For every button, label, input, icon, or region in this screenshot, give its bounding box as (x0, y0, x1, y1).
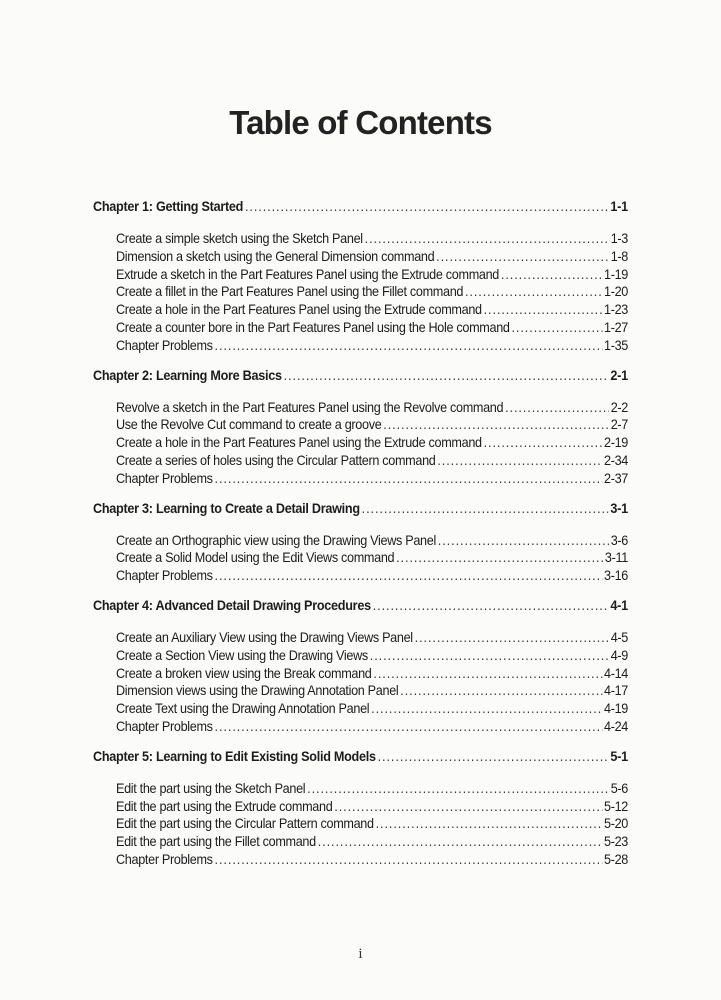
entry-page: 1-35 (604, 337, 629, 353)
toc-entry (116, 452, 628, 470)
dot-leader (383, 416, 609, 434)
entry-text: Dimension a sketch using the General Dimension command (116, 248, 435, 264)
dot-leader (484, 434, 603, 452)
entry-page: 4-17 (604, 683, 629, 699)
entry-text: Create Text using the Drawing Annotation Panel (116, 701, 370, 717)
entry-text: Edit the part using the Extrude command (116, 798, 333, 814)
entry-text: Chapter Problems (116, 718, 213, 734)
chapter-title: Chapter 3: Learning to Create a Detail Drawing (93, 500, 360, 516)
toc-entry (116, 798, 628, 816)
entry-text: Chapter Problems (116, 851, 213, 867)
toc-entry (116, 470, 628, 488)
entry-text: Create a counter bore in the Part Features Panel using the Hole command (116, 319, 510, 335)
entry-page: 4-5 (610, 629, 629, 645)
dot-leader (365, 230, 609, 248)
dot-leader (215, 567, 603, 585)
chapter-page: 2-1 (610, 367, 628, 383)
toc-entry (116, 647, 628, 665)
dot-leader (415, 629, 609, 647)
toc-entry (116, 567, 628, 585)
chapter-title: Chapter 4: Advanced Detail Drawing Procedures (93, 597, 371, 613)
entry-text: Create a hole in the Part Features Panel using the Extrude command (116, 302, 482, 318)
toc-entry (116, 549, 628, 567)
entry-page: 2-2 (610, 399, 629, 415)
entry-text: Create a Solid Model using the Edit Views command (116, 550, 395, 566)
toc-entry (116, 682, 628, 700)
dot-leader (511, 319, 602, 337)
toc-entry (116, 532, 628, 550)
dot-leader (400, 682, 602, 700)
entry-page: 2-19 (604, 435, 629, 451)
entry-page: 4-14 (604, 665, 629, 681)
entry-page: 5-28 (604, 851, 629, 867)
toc-entry (116, 266, 628, 284)
toc-entry (116, 319, 628, 337)
table-of-contents (93, 195, 628, 880)
toc-entry (116, 416, 628, 434)
toc-entry (116, 851, 628, 869)
toc-entry (116, 337, 628, 355)
entry-text: Create a broken view using the Break command (116, 665, 372, 681)
dot-leader (284, 366, 609, 386)
entry-page: 3-11 (604, 550, 629, 566)
dot-leader (334, 798, 602, 816)
dot-leader (370, 647, 609, 665)
toc-entry (116, 283, 628, 301)
chapter-2 (93, 366, 628, 488)
toc-entry (116, 301, 628, 319)
toc-entry (116, 833, 628, 851)
dot-leader (396, 549, 603, 567)
entry-page: 2-37 (604, 470, 629, 486)
dot-leader (505, 399, 609, 417)
entry-page: 3-6 (610, 532, 629, 548)
chapter-title: Chapter 2: Learning More Basics (93, 367, 282, 383)
dot-leader (318, 833, 602, 851)
dot-leader (362, 499, 609, 519)
entry-page: 5-23 (604, 834, 629, 850)
entry-text: Use the Revolve Cut command to create a groove (116, 417, 382, 433)
dot-leader (373, 596, 609, 616)
entry-text: Revolve a sketch in the Part Features Panel using the Revolve command (116, 399, 504, 415)
chapter-heading (93, 747, 628, 767)
chapter-page: 4-1 (610, 597, 628, 613)
page-title: Table of Contents (229, 104, 492, 142)
chapter-title: Chapter 1: Getting Started (93, 199, 244, 214)
entry-page: 4-19 (604, 701, 629, 717)
entry-text: Edit the part using the Fillet command (116, 834, 316, 850)
toc-entry (116, 248, 628, 266)
chapter-5 (93, 747, 628, 869)
chapter-heading (93, 499, 628, 519)
dot-leader (215, 337, 603, 355)
entry-page: 1-20 (604, 284, 629, 300)
dot-leader (437, 452, 602, 470)
dot-leader (484, 301, 603, 319)
dot-leader (376, 815, 603, 833)
toc-entry (116, 434, 628, 452)
chapter-page: 3-1 (610, 500, 628, 516)
dot-leader (215, 470, 603, 488)
entry-text: Create a fillet in the Part Features Panel using the Fillet command (116, 284, 464, 300)
chapter-4 (93, 596, 628, 736)
toc-entry (116, 399, 628, 417)
dot-leader (371, 700, 602, 718)
dot-leader (245, 197, 609, 217)
toc-entry (116, 718, 628, 736)
dot-leader (501, 266, 602, 284)
chapter-heading (93, 596, 628, 616)
entry-page: 2-7 (610, 417, 629, 433)
chapter-heading (93, 366, 628, 386)
dot-leader (307, 780, 609, 798)
chapter-3 (93, 499, 628, 585)
entry-text: Create a simple sketch using the Sketch Panel (116, 231, 363, 246)
toc-entry (116, 629, 628, 647)
toc-entry (116, 700, 628, 718)
entry-text: Create a Section View using the Drawing Views (116, 647, 368, 663)
chapter-page: 5-1 (610, 748, 628, 764)
entry-page: 1-23 (604, 302, 629, 318)
entry-page: 2-34 (604, 452, 629, 468)
entry-text: Create a series of holes using the Circular Pattern command (116, 452, 436, 468)
chapter-heading (93, 197, 628, 217)
dot-leader (436, 248, 609, 266)
entry-text: Chapter Problems (116, 470, 213, 486)
entry-text: Chapter Problems (116, 337, 213, 353)
entry-page: 3-16 (604, 568, 629, 584)
toc-entry (116, 780, 628, 798)
entry-page: 5-12 (604, 798, 629, 814)
entry-text: Create a hole in the Part Features Panel using the Extrude command (116, 435, 482, 451)
dot-leader (378, 747, 609, 767)
dot-leader (215, 718, 603, 736)
chapter-1 (93, 197, 628, 355)
entry-page: 5-20 (604, 816, 629, 832)
toc-entry (116, 815, 628, 833)
dot-leader (215, 851, 603, 869)
entry-text: Dimension views using the Drawing Annotation Panel (116, 683, 399, 699)
dot-leader (465, 283, 602, 301)
entry-text: Create an Auxiliary View using the Drawing Views Panel (116, 629, 413, 645)
dot-leader (373, 665, 602, 683)
entry-text: Edit the part using the Circular Pattern command (116, 816, 374, 832)
toc-entry (116, 665, 628, 683)
entry-page: 4-9 (610, 647, 629, 663)
entry-text: Chapter Problems (116, 568, 213, 584)
entry-text: Create an Orthographic view using the Drawing Views Panel (116, 532, 436, 548)
entry-page: 1-8 (610, 248, 629, 264)
entry-page: 4-24 (604, 718, 629, 734)
chapter-page: 1-1 (610, 199, 628, 214)
entry-page: 1-27 (604, 319, 629, 335)
chapter-title: Chapter 5: Learning to Edit Existing Solid Models (93, 748, 376, 764)
dot-leader (438, 532, 609, 550)
entry-page: 1-19 (604, 266, 629, 282)
page-number: i (358, 946, 363, 962)
entry-text: Edit the part using the Sketch Panel (116, 780, 306, 796)
toc-entry (116, 230, 628, 248)
entry-page: 5-6 (610, 780, 629, 796)
entry-text: Extrude a sketch in the Part Features Panel using the Extrude command (116, 266, 500, 282)
entry-page: 1-3 (610, 231, 629, 246)
